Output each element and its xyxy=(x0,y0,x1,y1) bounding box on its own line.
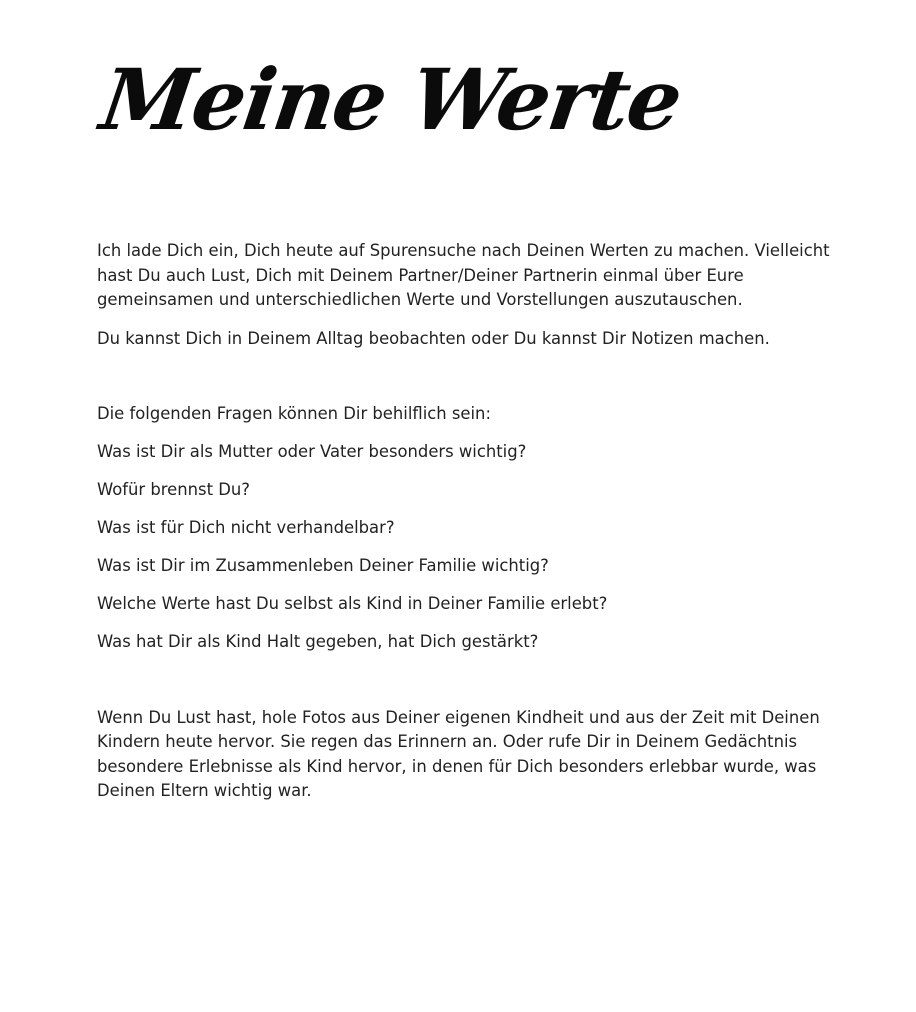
question-item: Was ist Dir als Mutter oder Vater besonders wichtig? xyxy=(97,442,527,461)
question-item: Was ist Dir im Zusammenleben Deiner Familie wichtig? xyxy=(97,556,549,575)
document-body xyxy=(97,239,857,804)
page-title: Meine Werte xyxy=(95,50,687,149)
questions-heading: Die folgenden Fragen können Dir behilflich sein: xyxy=(97,404,491,423)
intro-paragraph-1: Ich lade Dich ein, Dich heute auf Spurensuche nach Deinen Werten zu machen. Vielleicht hast Du auch Lust, Dich mit Deinem Partner/Deiner Partnerin einmal über Eure gemeinsamen und unterschiedlichen Werte und Vorstellungen auszutauschen. xyxy=(97,241,830,309)
question-item: Welche Werte hast Du selbst als Kind in Deiner Familie erlebt? xyxy=(97,594,608,613)
question-item: Was hat Dir als Kind Halt gegeben, hat Dich gestärkt? xyxy=(97,632,539,651)
question-item: Wofür brennst Du? xyxy=(97,480,250,499)
question-item: Was ist für Dich nicht verhandelbar? xyxy=(97,518,395,537)
intro-paragraph-2: Du kannst Dich in Deinem Alltag beobachten oder Du kannst Dir Notizen machen. xyxy=(97,328,770,348)
outro-paragraph: Wenn Du Lust hast, hole Fotos aus Deiner eigenen Kindheit und aus der Zeit mit Deinen Kindern heute hervor. Sie regen das Erinnern an. Oder rufe Dir in Deinem Gedächtnis besondere Erlebnisse als Kind hervor, in denen für Dich besonders erlebbar wurde, was Deinen Eltern wichtig war. xyxy=(97,707,820,800)
